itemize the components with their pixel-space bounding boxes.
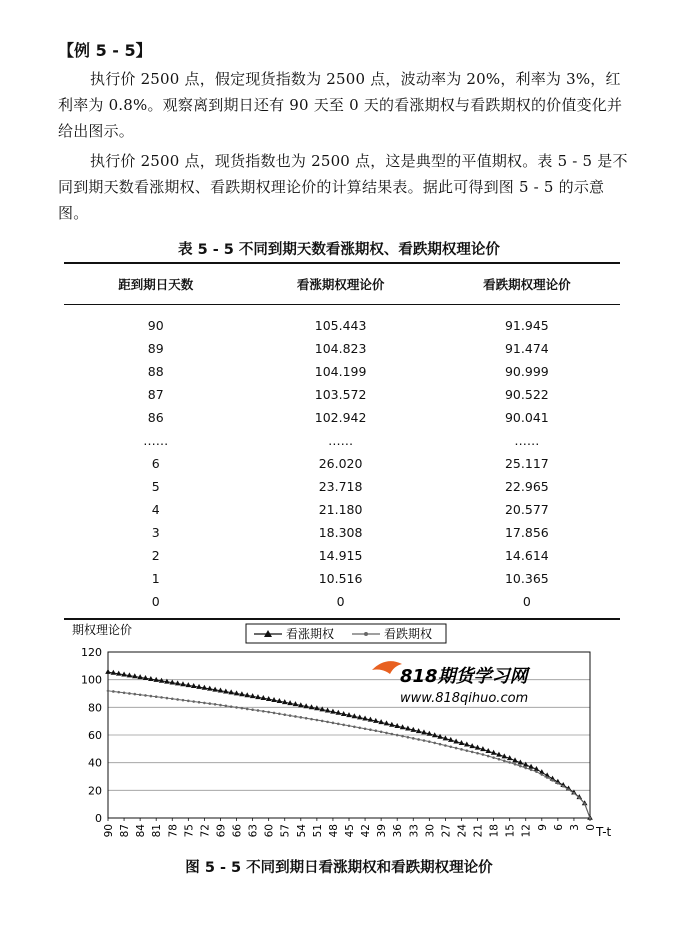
put-point bbox=[208, 702, 211, 705]
cell-days: …… bbox=[143, 433, 169, 448]
y-tick-label: 20 bbox=[88, 784, 102, 798]
cell-days: 4 bbox=[151, 502, 160, 517]
paragraph-1: 执行价 2500 点，假定现货指数为 2500 点，波动率为 20%，利率为 3%，红利率为 0.8%。观察离到期日还有 90 天至 0 天的看涨期权与看跌期权的价值变化并给出图示。 bbox=[58, 70, 623, 140]
put-point bbox=[203, 702, 206, 705]
watermark bbox=[372, 661, 531, 706]
x-tick-label: 15 bbox=[504, 824, 517, 838]
cell-call: 104.199 bbox=[314, 364, 367, 379]
x-tick-label: 36 bbox=[392, 824, 405, 838]
y-axis-label: 期权理论价 bbox=[72, 623, 133, 637]
put-point bbox=[455, 747, 458, 750]
x-tick-label: 18 bbox=[488, 824, 501, 838]
cell-call: …… bbox=[328, 433, 354, 448]
x-tick-label: 21 bbox=[472, 824, 485, 838]
cell-days: 87 bbox=[147, 387, 164, 402]
put-point bbox=[219, 704, 222, 707]
put-point bbox=[251, 708, 254, 711]
cell-days: 5 bbox=[151, 479, 160, 494]
put-point bbox=[423, 739, 426, 742]
x-axis-label: T-t bbox=[596, 825, 612, 839]
y-tick-label: 80 bbox=[88, 701, 102, 715]
put-point bbox=[589, 817, 592, 820]
put-point bbox=[150, 695, 153, 698]
put-point bbox=[305, 717, 308, 720]
put-point bbox=[246, 708, 249, 711]
cell-days: 88 bbox=[147, 364, 164, 379]
table-row bbox=[64, 406, 620, 429]
put-point bbox=[449, 745, 452, 748]
put-point bbox=[198, 701, 201, 704]
x-tick-label: 54 bbox=[295, 824, 308, 838]
data-table bbox=[64, 262, 620, 620]
table-row bbox=[64, 475, 620, 498]
cell-put: 22.965 bbox=[504, 479, 549, 494]
put-point bbox=[337, 723, 340, 726]
figure-caption: 图 5 - 5 不同到期日看涨期权和看跌期权理论价 bbox=[185, 860, 493, 876]
legend-put-label: 看跌期权 bbox=[384, 627, 433, 641]
table-body bbox=[64, 305, 620, 620]
put-point bbox=[353, 725, 356, 728]
put-point bbox=[262, 710, 265, 713]
put-point bbox=[364, 727, 367, 730]
table-row bbox=[64, 305, 620, 338]
put-point bbox=[583, 802, 586, 805]
put-point bbox=[557, 782, 560, 785]
header-call: 看涨期权理论价 bbox=[247, 263, 433, 305]
x-tick-label: 30 bbox=[424, 824, 437, 838]
cell-put: …… bbox=[514, 433, 540, 448]
put-point bbox=[155, 695, 158, 698]
put-point bbox=[519, 765, 522, 768]
table-row bbox=[64, 521, 620, 544]
option-price-chart bbox=[60, 620, 620, 852]
cell-days: 6 bbox=[151, 456, 160, 471]
put-point bbox=[310, 718, 313, 721]
put-point bbox=[332, 722, 335, 725]
x-tick-label: 27 bbox=[440, 824, 453, 838]
cell-days: 0 bbox=[64, 590, 247, 619]
x-tick-label: 9 bbox=[536, 824, 549, 831]
put-point bbox=[267, 711, 270, 714]
series-line-put bbox=[108, 691, 590, 818]
example-label: 【例 5 - 5】 bbox=[58, 41, 152, 60]
put-point bbox=[294, 715, 297, 718]
put-point bbox=[171, 697, 174, 700]
cell-call: 10.516 bbox=[318, 571, 363, 586]
x-tick-label: 6 bbox=[552, 824, 565, 831]
put-point bbox=[433, 742, 436, 745]
cell-put: 90.999 bbox=[504, 364, 549, 379]
y-tick-label: 120 bbox=[81, 646, 102, 659]
x-tick-label: 12 bbox=[520, 824, 533, 838]
cell-put: 17.856 bbox=[504, 525, 549, 540]
y-tick-label: 0 bbox=[95, 812, 102, 825]
cell-days: 2 bbox=[151, 548, 160, 563]
put-point bbox=[385, 732, 388, 735]
x-tick-label: 84 bbox=[135, 824, 148, 838]
put-point bbox=[508, 761, 511, 764]
put-point bbox=[144, 694, 147, 697]
table-row bbox=[64, 567, 620, 590]
cell-call: 21.180 bbox=[318, 502, 363, 517]
x-tick-label: 42 bbox=[360, 824, 373, 838]
x-tick-label: 81 bbox=[151, 824, 164, 838]
cell-days: 89 bbox=[147, 341, 164, 356]
cell-put: 10.365 bbox=[504, 571, 549, 586]
table-row bbox=[64, 590, 620, 619]
table-row bbox=[64, 452, 620, 475]
put-point bbox=[369, 728, 372, 731]
put-point bbox=[417, 738, 420, 741]
table-header-row bbox=[64, 263, 620, 305]
cell-put: 91.945 bbox=[504, 318, 549, 333]
table-row bbox=[64, 498, 620, 521]
cell-put: 25.117 bbox=[504, 456, 549, 471]
put-point bbox=[283, 713, 286, 716]
call-point bbox=[105, 669, 111, 674]
x-tick-label: 72 bbox=[199, 824, 212, 838]
put-point bbox=[225, 705, 228, 708]
put-point bbox=[401, 735, 404, 738]
put-point bbox=[503, 760, 506, 763]
put-point bbox=[123, 691, 126, 694]
cell-call: 26.020 bbox=[318, 456, 363, 471]
put-point bbox=[160, 696, 163, 699]
put-point bbox=[428, 740, 431, 743]
put-point bbox=[321, 720, 324, 723]
put-point bbox=[541, 773, 544, 776]
x-tick-label: 39 bbox=[376, 824, 389, 838]
cell-days: 1 bbox=[151, 571, 160, 586]
put-point bbox=[487, 755, 490, 758]
put-point bbox=[278, 713, 281, 716]
y-tick-label: 100 bbox=[81, 673, 102, 687]
put-point bbox=[358, 726, 361, 729]
put-point bbox=[562, 785, 565, 788]
cell-days: 3 bbox=[151, 525, 160, 540]
table-row bbox=[64, 429, 620, 452]
put-point bbox=[316, 719, 319, 722]
x-tick-label: 69 bbox=[215, 824, 228, 838]
cell-call: 105.443 bbox=[314, 318, 367, 333]
x-tick-label: 63 bbox=[247, 824, 260, 838]
put-point bbox=[396, 734, 399, 737]
put-point bbox=[230, 705, 233, 708]
put-point bbox=[289, 714, 292, 717]
legend-call-label: 看涨期权 bbox=[286, 627, 335, 641]
watermark-brand: 818期货学习网 bbox=[400, 666, 528, 687]
x-tick-label: 57 bbox=[279, 824, 292, 838]
put-point bbox=[326, 721, 329, 724]
put-point bbox=[166, 697, 169, 700]
put-point bbox=[444, 744, 447, 747]
cell-put: 91.474 bbox=[504, 341, 549, 356]
put-point bbox=[482, 753, 485, 756]
put-point bbox=[348, 725, 351, 728]
put-point bbox=[412, 737, 415, 740]
cell-put: 14.614 bbox=[504, 548, 549, 563]
put-point bbox=[176, 698, 179, 701]
cell-call: 0 bbox=[247, 590, 433, 619]
watermark-flame-icon bbox=[372, 661, 402, 674]
put-point bbox=[300, 716, 303, 719]
cell-put: 90.041 bbox=[504, 410, 549, 425]
put-point bbox=[514, 763, 517, 766]
table-row bbox=[64, 337, 620, 360]
put-point bbox=[112, 690, 115, 693]
put-point bbox=[133, 693, 136, 696]
put-point bbox=[241, 707, 244, 710]
table-row bbox=[64, 544, 620, 567]
table-row bbox=[64, 383, 620, 406]
cell-call: 104.823 bbox=[314, 341, 367, 356]
x-tick-label: 48 bbox=[327, 824, 340, 838]
put-point bbox=[257, 709, 260, 712]
chart-legend bbox=[246, 624, 446, 643]
cell-put: 20.577 bbox=[504, 502, 549, 517]
put-point bbox=[551, 779, 554, 782]
x-tick-label: 60 bbox=[263, 824, 276, 838]
x-tick-label: 51 bbox=[311, 824, 324, 838]
cell-days: 90 bbox=[147, 318, 164, 333]
x-tick-label: 0 bbox=[585, 824, 597, 831]
put-point bbox=[139, 693, 142, 696]
put-point bbox=[374, 729, 377, 732]
x-tick-label: 78 bbox=[167, 824, 180, 838]
put-point bbox=[567, 788, 570, 791]
cell-put: 90.522 bbox=[504, 387, 549, 402]
put-point bbox=[546, 776, 549, 779]
put-point bbox=[524, 767, 527, 770]
header-days: 距到期日天数 bbox=[64, 263, 247, 305]
put-point bbox=[535, 770, 538, 773]
table-row bbox=[64, 360, 620, 383]
put-point bbox=[128, 692, 131, 695]
cell-put: 0 bbox=[434, 590, 620, 619]
x-tick-label: 90 bbox=[103, 824, 115, 838]
x-tick-label: 66 bbox=[231, 824, 244, 838]
chart-container bbox=[60, 620, 620, 852]
cell-call: 14.915 bbox=[318, 548, 363, 563]
put-point bbox=[342, 724, 345, 727]
put-point bbox=[187, 700, 190, 703]
put-point bbox=[530, 769, 533, 772]
put-point bbox=[117, 691, 120, 694]
cell-call: 23.718 bbox=[318, 479, 363, 494]
put-point bbox=[471, 751, 474, 754]
put-point bbox=[492, 756, 495, 759]
put-point bbox=[273, 712, 276, 715]
cell-call: 102.942 bbox=[314, 410, 367, 425]
legend-put-marker bbox=[364, 632, 368, 636]
put-point bbox=[214, 703, 217, 706]
x-tick-label: 24 bbox=[456, 824, 469, 838]
table-title: 表 5 - 5 不同到期天数看涨期权、看跌期权理论价 bbox=[178, 242, 500, 258]
put-point bbox=[107, 690, 110, 693]
put-point bbox=[439, 743, 442, 746]
put-point bbox=[573, 792, 576, 795]
y-tick-label: 60 bbox=[88, 729, 102, 742]
cell-days: 86 bbox=[147, 410, 164, 425]
put-point bbox=[192, 700, 195, 703]
put-point bbox=[466, 749, 469, 752]
put-point bbox=[182, 699, 185, 702]
put-point bbox=[391, 733, 394, 736]
put-point bbox=[235, 706, 238, 709]
put-point bbox=[578, 796, 581, 799]
watermark-url: www.818qihuo.com bbox=[400, 691, 529, 706]
cell-call: 18.308 bbox=[318, 525, 363, 540]
put-point bbox=[476, 752, 479, 755]
x-tick-label: 33 bbox=[408, 824, 421, 838]
x-tick-label: 75 bbox=[183, 824, 196, 838]
x-tick-label: 87 bbox=[119, 824, 132, 838]
header-put: 看跌期权理论价 bbox=[434, 263, 620, 305]
put-point bbox=[460, 748, 463, 751]
x-tick-label: 45 bbox=[344, 824, 356, 838]
cell-call: 103.572 bbox=[314, 387, 367, 402]
x-tick-label: 3 bbox=[568, 824, 581, 831]
put-point bbox=[407, 736, 410, 739]
paragraph-2: 执行价 2500 点，现货指数也为 2500 点，这是典型的平值期权。表 5 - 5 是不同到期天数看涨期权、看跌期权理论价的计算结果表。据此可得到图 5 - 5 的示意图。 bbox=[58, 152, 628, 222]
put-point bbox=[498, 758, 501, 761]
put-point bbox=[380, 731, 383, 734]
y-tick-label: 40 bbox=[88, 756, 102, 770]
